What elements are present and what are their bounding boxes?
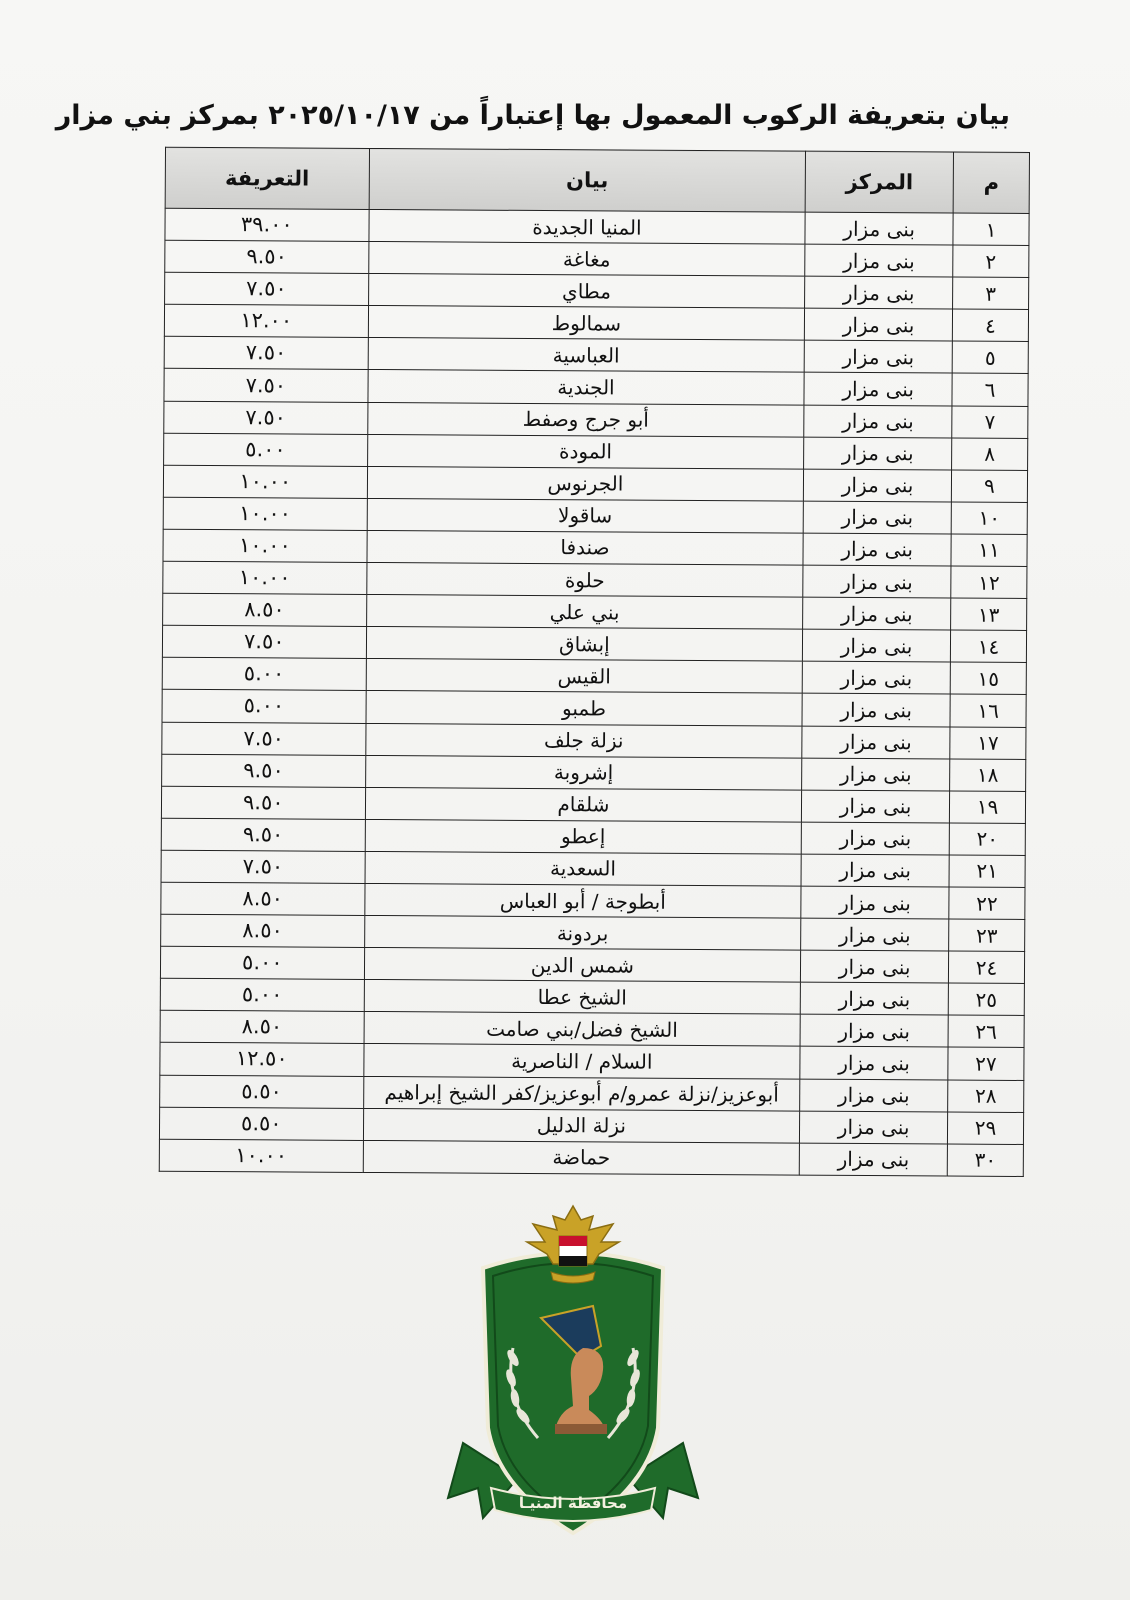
row-center: بنى مزار [803, 533, 951, 566]
row-fare: ٩.٥٠ [165, 240, 369, 273]
row-description: الشيخ فضل/بني صامت [364, 1012, 801, 1047]
row-center: بنى مزار [803, 597, 951, 630]
row-description: بني علي [366, 595, 803, 630]
table-row [163, 497, 1027, 534]
table-row [159, 1107, 1023, 1144]
table-row [163, 561, 1027, 598]
row-center: بنى مزار [805, 212, 953, 245]
table-row [164, 304, 1028, 341]
row-center: بنى مزار [799, 1143, 947, 1176]
row-description: صندفا [367, 530, 804, 565]
row-number: ٢٧ [948, 1047, 1024, 1080]
row-number: ١ [953, 213, 1029, 246]
row-number: ٨ [952, 438, 1028, 471]
row-fare: ٧.٥٠ [162, 722, 366, 755]
row-number: ٢٩ [947, 1112, 1023, 1145]
table-row [165, 240, 1029, 277]
table-row [164, 401, 1028, 438]
row-number: ١١ [951, 534, 1027, 567]
row-fare: ٧.٥٠ [164, 369, 368, 402]
row-number: ٢٤ [948, 951, 1024, 984]
row-center: بنى مزار [802, 726, 950, 759]
row-number: ٢٢ [949, 887, 1025, 920]
row-fare: ٥.٠٠ [162, 658, 366, 691]
row-number: ٣ [953, 277, 1029, 310]
row-description: نزلة جلف [365, 723, 802, 758]
header-number: م [953, 152, 1029, 213]
row-center: بنى مزار [805, 308, 953, 341]
row-number: ٢٥ [948, 983, 1024, 1016]
row-fare: ٧.٥٠ [161, 850, 365, 883]
row-fare: ١٢.٥٠ [160, 1043, 364, 1076]
table-row [161, 914, 1025, 951]
row-description: حلوة [366, 562, 803, 597]
table-row [161, 818, 1025, 855]
row-fare: ٧.٥٠ [164, 401, 368, 434]
row-fare: ١٠.٠٠ [163, 497, 367, 530]
row-fare: ٨.٥٠ [160, 1011, 364, 1044]
table-row [163, 529, 1027, 566]
row-fare: ٣٩.٠٠ [165, 208, 369, 241]
row-description: الجندية [368, 370, 805, 405]
row-description: أبو جرج وصفط [367, 402, 804, 437]
row-center: بنى مزار [803, 501, 951, 534]
row-number: ٦ [952, 373, 1028, 406]
row-description: أبوعزيز/نزلة عمرو/م أبوعزيز/كفر الشيخ إبراهيم [363, 1076, 800, 1111]
table-row [165, 272, 1029, 309]
header-center: المركز [805, 151, 953, 213]
row-fare: ٨.٥٠ [161, 914, 365, 947]
row-center: بنى مزار [800, 1111, 948, 1144]
table-row [161, 850, 1025, 887]
row-description: شلقام [365, 787, 802, 822]
row-description: إبشاق [366, 627, 803, 662]
row-description: إعطو [365, 819, 802, 854]
document-title: بيان بتعريفة الركوب المعمول بها إعتباراً من ٢٠٢٥/١٠/١٧ بمركز بني مزار [55, 100, 1010, 131]
row-number: ٥ [952, 341, 1028, 374]
row-description: شمس الدين [364, 948, 801, 983]
row-description: حماضة [363, 1140, 800, 1175]
row-number: ٢٠ [949, 823, 1025, 856]
row-description: نزلة الدليل [363, 1108, 800, 1143]
header-description: بيان [369, 148, 806, 212]
row-number: ٢٨ [948, 1080, 1024, 1113]
row-fare: ٥.٠٠ [162, 690, 366, 723]
row-center: بنى مزار [803, 629, 951, 662]
table-row [162, 754, 1026, 791]
row-fare: ٨.٥٠ [163, 593, 367, 626]
row-center: بنى مزار [802, 694, 950, 727]
table-header-row [165, 147, 1029, 213]
row-number: ٤ [952, 309, 1028, 342]
table-row [160, 1011, 1024, 1048]
row-description: القيس [366, 659, 803, 694]
row-description: طمبو [366, 691, 803, 726]
row-fare: ١٠.٠٠ [159, 1139, 363, 1172]
row-number: ١٣ [951, 598, 1027, 631]
header-fare: التعريفة [165, 147, 369, 209]
row-number: ٢ [953, 245, 1029, 278]
row-fare: ٩.٥٠ [162, 754, 366, 787]
row-fare: ٥.٥٠ [160, 1075, 364, 1108]
row-description: إشروبة [365, 755, 802, 790]
table-row [161, 882, 1025, 919]
table-row [160, 1075, 1024, 1112]
emblem-caption: محافظة المنيـا [518, 1494, 628, 1512]
fare-table [159, 147, 1030, 1177]
row-center: بنى مزار [801, 854, 949, 887]
row-fare: ٨.٥٠ [161, 882, 365, 915]
row-center: بنى مزار [800, 1047, 948, 1080]
row-center: بنى مزار [801, 950, 949, 983]
row-description: ساقولا [367, 498, 804, 533]
row-center: بنى مزار [801, 822, 949, 855]
row-number: ١٩ [949, 791, 1025, 824]
row-description: المنيا الجديدة [369, 209, 806, 244]
row-description: السلام / الناصرية [363, 1044, 800, 1079]
row-number: ١٨ [950, 759, 1026, 792]
table-row [164, 369, 1028, 406]
row-center: بنى مزار [800, 1079, 948, 1112]
row-description: الجرنوس [367, 466, 804, 501]
table-row [161, 786, 1025, 823]
row-description: المودة [367, 434, 804, 469]
row-fare: ٧.٥٠ [165, 272, 369, 305]
table-row [160, 1043, 1024, 1080]
row-fare: ٥.٠٠ [160, 978, 364, 1011]
row-fare: ٥.٠٠ [164, 433, 368, 466]
table-row [163, 465, 1027, 502]
row-fare: ١٠.٠٠ [163, 465, 367, 498]
row-description: مغاغة [368, 242, 805, 277]
row-fare: ٥.٠٠ [160, 946, 364, 979]
row-center: بنى مزار [802, 661, 950, 694]
row-center: بنى مزار [804, 469, 952, 502]
table-row [160, 978, 1024, 1015]
row-number: ١٦ [950, 694, 1026, 727]
fare-table-body [159, 208, 1029, 1176]
row-fare: ٩.٥٠ [161, 786, 365, 819]
row-center: بنى مزار [804, 405, 952, 438]
row-center: بنى مزار [802, 790, 950, 823]
row-number: ١٧ [950, 727, 1026, 760]
table-row [160, 946, 1024, 983]
row-fare: ٥.٥٠ [159, 1107, 363, 1140]
row-center: بنى مزار [800, 1014, 948, 1047]
table-row [162, 658, 1026, 695]
table-row [165, 208, 1029, 245]
row-center: بنى مزار [804, 437, 952, 470]
row-fare: ٩.٥٠ [161, 818, 365, 851]
row-description: مطاي [368, 274, 805, 309]
row-fare: ٧.٥٠ [162, 625, 366, 658]
row-center: بنى مزار [805, 244, 953, 277]
row-center: بنى مزار [805, 276, 953, 309]
row-center: بنى مزار [800, 982, 948, 1015]
row-center: بنى مزار [804, 373, 952, 406]
row-description: العباسية [368, 338, 805, 373]
table-row [162, 625, 1026, 662]
row-number: ٢٦ [948, 1015, 1024, 1048]
row-number: ٢٣ [949, 919, 1025, 952]
row-center: بنى مزار [804, 341, 952, 374]
row-center: بنى مزار [801, 918, 949, 951]
row-description: السعدية [365, 851, 802, 886]
row-description: أبطوجة / أبو العباس [364, 883, 801, 918]
row-fare: ١٠.٠٠ [163, 561, 367, 594]
table-row [163, 593, 1027, 630]
row-description: بردونة [364, 916, 801, 951]
table-row [162, 690, 1026, 727]
table-row [164, 433, 1028, 470]
row-number: ٢١ [949, 855, 1025, 888]
row-center: بنى مزار [801, 886, 949, 919]
row-center: بنى مزار [803, 565, 951, 598]
table-row [159, 1139, 1023, 1176]
row-description: سمالوط [368, 306, 805, 341]
row-fare: ١٠.٠٠ [163, 529, 367, 562]
row-number: ٩ [951, 470, 1027, 503]
row-center: بنى مزار [802, 758, 950, 791]
row-number: ١٢ [951, 566, 1027, 599]
row-fare: ١٢.٠٠ [164, 304, 368, 337]
row-description: الشيخ عطا [364, 980, 801, 1015]
table-row [164, 337, 1028, 374]
row-number: ٧ [952, 406, 1028, 439]
row-fare: ٧.٥٠ [164, 337, 368, 370]
row-number: ١٤ [950, 630, 1026, 663]
row-number: ١٠ [951, 502, 1027, 535]
table-row [162, 722, 1026, 759]
row-number: ٣٠ [947, 1144, 1023, 1177]
row-number: ١٥ [950, 662, 1026, 695]
